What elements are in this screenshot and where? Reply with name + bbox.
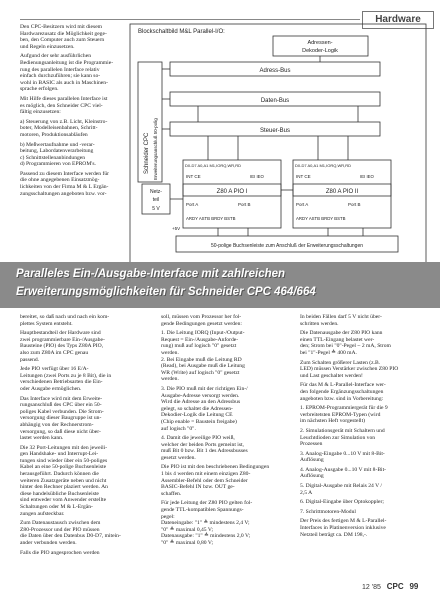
addr-decoder-label-1: Adressen- [307, 40, 333, 46]
text-line: versorgung, so daß diese nicht über- [20, 428, 101, 435]
text-line: gende Bedingungen gesetzt werden: [161, 320, 242, 327]
footer-issue: 12 '85 [362, 584, 381, 591]
text-line: Prozessen [300, 441, 323, 448]
text-line: 5. Digital-Ausgabe mit Relais 24 V / [300, 483, 382, 490]
text-line: einfach durchzuführen; sie kann so- [20, 73, 101, 80]
text-line: poliges Kabel verbunden. Die Strom- [20, 408, 104, 415]
text-line: gesetzt werden. [161, 454, 196, 461]
text-line: Zum Datenaustausch zwischen dem [20, 520, 101, 527]
text-line: c) Schnittstellenanbindungen [20, 154, 86, 161]
pio-left-top-pins: D0-D7 A0,A1 M1,IORQ,WR,RD [185, 163, 242, 168]
text-line: Ausgabe-Adresse versorgt werden. [161, 392, 240, 399]
text-line: gende TTL-kompatiblen Spannungs- [161, 507, 244, 514]
text-line: BASIC-Befehl IN bzw. OUT ge- [161, 484, 235, 491]
text-line: 2. Bei Eingabe muß die Leitung RD [161, 356, 242, 363]
headline-line-1: Paralleles Ein-/Ausgabe-Interface mit zahlreichen [16, 268, 286, 280]
text-line: motoren, Produktionsabläufen [20, 131, 88, 138]
text-line: herausgeführt. Dadurch können die [20, 471, 99, 478]
power-label-3: 5 V [152, 206, 160, 212]
text-line: werden. [161, 349, 179, 356]
text-line: a) Steuerung von z.B. Licht, Kleinstro- [20, 118, 108, 125]
text-line: 4. Damit die jeweilige PIO weiß, [161, 435, 235, 442]
pio-left-label: Z80 A PIO I [216, 189, 248, 195]
connector-label: 50-polige Buchsenleiste zum Anschluß der Erweiterungsschaltungen [210, 243, 364, 249]
text-line: Schaltungen oder M & L-Ergän- [20, 504, 93, 511]
text-line: oder Ausgabe ermöglichen. [20, 385, 82, 392]
pio-right-int-ce: INT CE [296, 174, 311, 179]
text-line: ander verbunden werden. [20, 540, 77, 546]
text-line: Der Preis des fertigen M & L-Parallel- [300, 518, 387, 525]
text-line: 1 bis 4 werden mit einem einzigen Z80- [161, 471, 251, 478]
text-line: bei "1"-Pegel ≙ 400 mA. [300, 349, 357, 356]
pio-right-top-pins: D0-D7 A0,A1 M1,IORQ,WR,RD [295, 163, 352, 168]
pio-left-int-ce: INT CE [186, 174, 201, 179]
text-line: Für das M & L-Parallel-Interface wer- [300, 382, 386, 389]
text-line: lastet werden kann. [20, 435, 64, 442]
section-header: Hardware [362, 11, 434, 29]
text-line: beitung, Labordatenverarbeitung [20, 148, 94, 155]
text-line: Falls die PIO angesprochen werden [20, 549, 100, 556]
text-line: Hauptbestandteil der Hardware sind [20, 330, 101, 337]
text-line: Dateneingabe: "1" ≙ mindestens 2,4 V; [161, 520, 250, 527]
text-line: Die PIO ist mit den beschriebenen Bedingungen [161, 464, 270, 471]
text-line: Auflösung [300, 457, 324, 464]
diagram-title: Blockschaltbild M&L Parallel-I/O: [138, 29, 225, 35]
text-line: Wird die Adresse an den Adressbus [161, 399, 241, 406]
text-line: 3. Die PIO muß mit der richtigen Ein-/ [161, 385, 248, 392]
text-line: muß Bit 0 bzw. Bit 1 des Adressbusses [161, 448, 248, 455]
text-line: Den CPC-Besitzern wird mit diesem [20, 24, 103, 30]
text-line: angeboten bzw. sind in Vorbereitung: [300, 395, 384, 402]
text-line: die ohne angegebenen Einsatzmög- [20, 177, 100, 184]
text-line: Passend zu diesem Interface werden für [20, 170, 109, 177]
text-line: Netzteil beträgt ca. DM 198,-. [300, 531, 368, 538]
text-line: hinter den Rechner plaziert werden. An [20, 484, 108, 491]
text-line: "0" ≙ maximal 0,80 V; [161, 540, 214, 546]
text-line: zungen aufsteckbar. [20, 510, 65, 517]
text-line: fältig einzusetzen: [20, 109, 61, 116]
text-line: die Daten über den Datenbus D0-D7, mitein- [20, 533, 121, 540]
pio-left-port-a: Port A [186, 202, 199, 207]
text-line: diese handelsübliche Buchsenleiste [20, 490, 99, 497]
text-line: tungen sind wieder über ein 50-poliges [20, 457, 108, 464]
text-line: boter, Modelleisenbahnen, Schritt- [20, 125, 98, 132]
plus5v-label: +5V [172, 226, 181, 231]
text-line: Die Datenausgabe der Z80 PIO kann [300, 330, 383, 337]
text-line: In beiden Fällen darf 5 V nicht über- [300, 314, 382, 320]
text-line: "0" ≙ maximal 0,45 V; [161, 526, 214, 533]
text-line: 2,5 A [300, 489, 313, 496]
text-line: soll, müssen vom Prozessor her fol- [161, 314, 242, 320]
text-line: sprache erfolgen. [20, 86, 59, 93]
text-line: welcher der beiden Ports gemeint ist, [161, 441, 244, 448]
text-line: plettes System entsteht. [20, 320, 73, 327]
text-line: gelegt, so schaltet die Adressen- [161, 405, 233, 412]
text-line: rung) muß auf logisch "0" gesetzt [161, 343, 237, 350]
text-line: werden. [161, 376, 179, 383]
text-line: ben, den Computer auch zum Steuern [20, 37, 105, 44]
cpu-label: Schneider CPC [144, 132, 150, 174]
pio-right-label: Z80 A PIO II [325, 189, 359, 195]
text-line: 1. EPROM-Programmiergerät für die 9 [300, 405, 388, 412]
text-line: bereitet, so daß nach und nach ein kom- [20, 314, 110, 320]
block-diagram [128, 22, 428, 267]
text-line: Auflösung [300, 473, 324, 480]
text-line: (Read), bei Ausgabe muß die Leitung [161, 363, 245, 370]
text-line: Leitungen (zwei Ports zu je 8 Bit), die in [20, 372, 112, 379]
pio-right-port-a: Port A [296, 202, 309, 207]
text-line: LED) müssen Verstärker zwischen Z80 PIO [300, 366, 399, 373]
text-line: abhängig von der Rechnerstrom- [20, 421, 94, 428]
text-line: im nächsten Heft vorgestellt) [300, 418, 365, 425]
addr-decoder-label-2: Dekoder-Logik [302, 48, 338, 54]
text-line: Die 32 Port-Leitungen mit den jeweili- [20, 444, 108, 451]
body-column-3 [300, 314, 398, 538]
footer-page-number: 99 [409, 582, 419, 591]
text-line: Jede PIO verfügt über 16 E/A- [20, 366, 89, 373]
text-line: 7. Schrittmotoren-Modul [300, 508, 356, 515]
text-line: Das Interface wird mit dem Erweite- [20, 395, 103, 402]
text-line: WR (Write) auf logisch "0" gesetzt [161, 369, 240, 376]
data-bus-label: Daten-Bus [260, 98, 290, 104]
text-line: verbreitetsten EPROM-Typen (wird [300, 411, 381, 418]
text-line: Datenausgabe: "1" ≙ mindestens 2,0 V; [161, 533, 251, 540]
text-line: verschiedenen Betriebsarten die Ein- [20, 379, 103, 386]
text-line: 4. Analog-Ausgabe 0...10 V mit 8-Bit- [300, 466, 387, 473]
text-line: Für jede Leitung der Z80 PIO gelten fol- [161, 500, 253, 507]
text-line: weiteren Zusatzgeräte neben und nicht [20, 477, 107, 484]
text-line: 2. Simulationsgerät mit Schaltern und [300, 427, 385, 434]
text-line: Bedienungsanleitung ist die Programmie- [20, 59, 114, 66]
text-line: d) Programmieren von EPROM's. [20, 161, 96, 168]
pio-right-iei-ieo: IEI IEO [360, 174, 374, 179]
text-line: wohl in BASIC als auch in Maschinen- [20, 79, 108, 86]
header-rule [20, 19, 360, 20]
pio-right-handshake: ARDY ASTB BRDY BSTB [296, 216, 346, 221]
power-label-1: Netz- [150, 189, 162, 195]
text-line: schritten werden. [300, 320, 339, 327]
power-label-2: teil [152, 197, 160, 203]
text-line: sind entweder vom Anwender erstellte [20, 497, 107, 504]
text-line: Z80-Prozessor und der PIO müssen [20, 526, 100, 533]
text-line: Hardwarezusatz die Möglichkeit gege- [20, 30, 107, 37]
text-line: zwei programmierbare Ein-/Ausgabe- [20, 336, 105, 343]
page-footer [362, 582, 418, 591]
text-line: den; Strom bei "0"-Pegel ~ 2 mA, Strom [300, 343, 391, 350]
text-line: und Last geschaltet werden! [300, 372, 363, 379]
cpu-sub-label: Erweiterungsanschluß 50-polig [153, 118, 158, 180]
text-line: versorgung dieser Baugruppe ist un- [20, 415, 102, 422]
body-column-1 [20, 314, 121, 556]
text-line: passend. [20, 356, 40, 363]
control-bus-label: Steuer-Bus [259, 128, 291, 134]
headline-line-2: Erweiterungsmöglichkeiten für Schneider CPC 464/664 [16, 286, 316, 298]
text-line: den folgende Ergänzungsschaltungen [300, 388, 384, 395]
text-line: also zum Z80A im CPC genau [20, 349, 89, 356]
text-line: pegel: [161, 513, 175, 520]
text-line: Dekodier-Logik die Leitung CE [161, 412, 233, 419]
headline-banner [0, 262, 440, 308]
text-line: 1. Die Leitung IORQ (Input-/Output- [161, 330, 245, 337]
text-line: 6. Digital-Eingabe über Optokoppler; [300, 499, 384, 506]
text-line: schaffen. [161, 490, 182, 497]
text-line: gen Handshake- und Interrupt-Lei- [20, 451, 99, 458]
text-line: 3. Analog-Eingabe 0...10 V mit 8-Bit- [300, 450, 385, 457]
text-line: und Regeln einzusetzen. [20, 43, 75, 50]
pio-left-iei-ieo: IEI IEO [250, 174, 264, 179]
intro-column [20, 24, 113, 197]
text-line: Interfaces in Platinenversion inklusive [300, 525, 386, 532]
pio-right-port-b: Port B [348, 202, 361, 207]
text-line: Bausteine (PIO) des Typs Z80A PIO, [20, 343, 104, 350]
text-line: zungsschaltungen angeboten bzw. vor- [20, 190, 107, 197]
text-line: lichkeiten von der Firma M & L Ergän- [20, 184, 109, 191]
text-line: Assembler-Befehl oder dem Schneider [161, 477, 248, 484]
text-line: einen TTL-Eingang belastet wer- [300, 336, 375, 343]
text-line: Kabel an eine 50-polige Buchsenleiste [20, 464, 107, 471]
text-line: Request = Ein-/Ausgabe-Anforde- [161, 336, 239, 343]
text-line: (Chip enable = Baustein freigabe) [161, 418, 237, 425]
text-line: b) Meßwertaufnahme und -verar- [20, 141, 95, 148]
text-line: Mit Hilfe dieses parallelen Interface ist [20, 95, 108, 102]
footer-magazine: CPC [386, 582, 404, 591]
pio-left-handshake: ARDY ASTB BRDY BSTB [186, 216, 236, 221]
body-column-2 [161, 314, 269, 547]
text-line: es möglich, den Schneider CPC viel- [20, 102, 103, 109]
text-line: rungsanschluß des CPC über ein 50- [20, 402, 102, 409]
text-line: rung des parallelen Interface relativ [20, 66, 100, 73]
text-line: Aufgund der sehr ausführlichen [20, 53, 91, 60]
text-line: auf logisch "0". [161, 425, 196, 432]
pio-left-port-b: Port B [238, 202, 251, 207]
text-line: Zum Schalten größerer Lasten (z.B. [300, 359, 381, 366]
text-line: Leuchtdioden zur Simulation von [300, 434, 376, 441]
address-bus-label: Adress-Bus [259, 68, 291, 74]
